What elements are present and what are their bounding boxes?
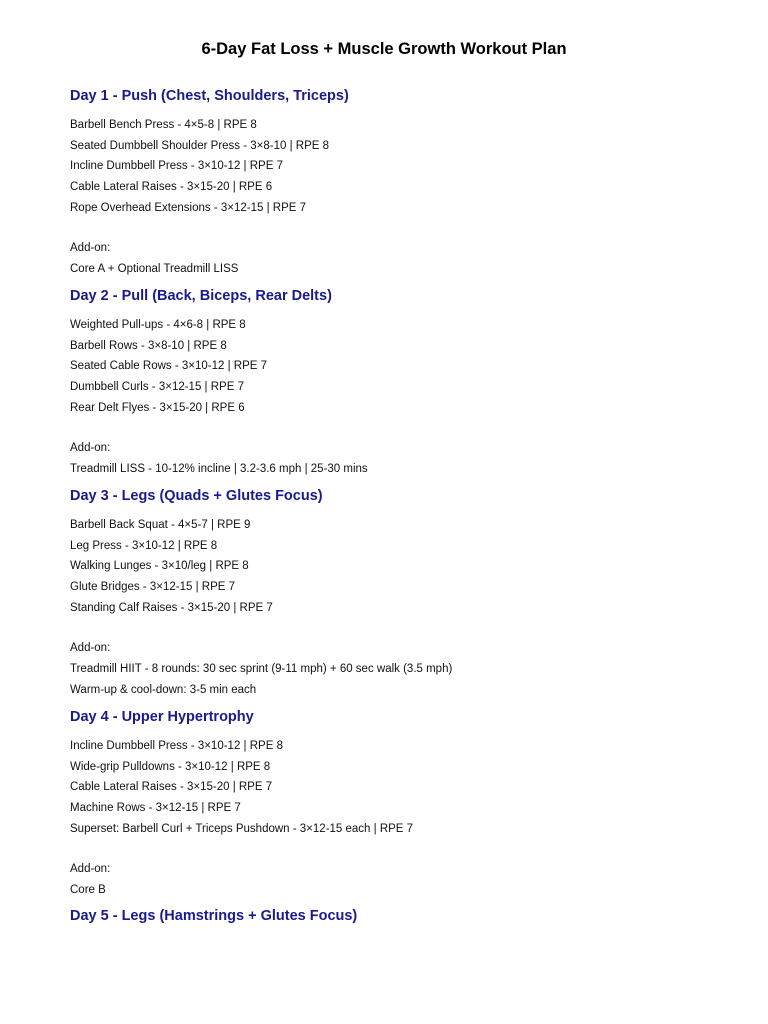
exercise-item: Barbell Bench Press - 4×5-8 | RPE 8 [70,119,257,131]
exercise-item: Wide-grip Pulldowns - 3×10-12 | RPE 8 [70,760,271,773]
day-section-1 [70,87,730,280]
day-section-5 [70,907,730,925]
exercise-item: Leg Press - 3×10-12 | RPE 8 [70,539,218,552]
addon-item: Warm-up & cool-down: 3-5 min each [70,683,257,696]
addon-label: Add-on: [70,863,111,876]
addon-label: Add-on: [70,642,111,655]
exercise-item: Incline Dumbbell Press - 3×10-12 | RPE 8 [70,740,283,752]
exercise-item: Dumbbell Curls - 3×12-15 | RPE 7 [70,381,244,394]
day-section-2 [70,287,730,480]
addon-item: Treadmill HIIT - 8 rounds: 30 sec sprint (9-11 mph) + 60 sec walk (3.5 mph) [70,663,453,676]
exercise-item: Cable Lateral Raises - 3×15-20 | RPE 7 [70,781,273,794]
spacer [70,418,730,438]
exercise-item: Glute Bridges - 3×12-15 | RPE 7 [70,581,236,594]
exercise-list [70,736,730,839]
exercise-list [70,515,730,618]
addon-item: Treadmill LISS - 10-12% incline | 3.2-3.6 mph | 25-30 mins [70,463,368,476]
addon-label: Add-on: [70,442,111,455]
day-heading: Day 4 - Upper Hypertrophy [70,709,254,725]
addon-item: Core A + Optional Treadmill LISS [70,263,239,276]
exercise-item: Seated Dumbbell Shoulder Press - 3×8-10 | RPE 8 [70,139,330,152]
day-heading: Day 2 - Pull (Back, Biceps, Rear Delts) [70,288,332,304]
exercise-item: Rear Delt Flyes - 3×15-20 | RPE 6 [70,401,245,414]
exercise-item: Barbell Rows - 3×8-10 | RPE 8 [70,339,227,352]
spacer [70,618,730,638]
spacer [70,839,730,859]
day-heading: Day 1 - Push (Chest, Shoulders, Triceps) [70,88,349,104]
exercise-item: Barbell Back Squat - 4×5-7 | RPE 9 [70,519,251,531]
spacer [70,218,730,238]
exercise-item: Weighted Pull-ups - 4×6-8 | RPE 8 [70,319,246,331]
addon-item: Core B [70,884,106,897]
exercise-item: Incline Dumbbell Press - 3×10-12 | RPE 7 [70,160,283,173]
day-section-3 [70,487,730,701]
exercise-item: Walking Lunges - 3×10/leg | RPE 8 [70,560,249,573]
exercise-list [70,315,730,418]
addon-label: Add-on: [70,242,111,255]
day-heading: Day 3 - Legs (Quads + Glutes Focus) [70,488,323,504]
day-heading: Day 5 - Legs (Hamstrings + Glutes Focus) [70,908,358,924]
exercise-item: Superset: Barbell Curl + Triceps Pushdown - 3×12-15 each | RPE 7 [70,822,414,835]
exercise-item: Seated Cable Rows - 3×10-12 | RPE 7 [70,360,267,373]
exercise-item: Cable Lateral Raises - 3×15-20 | RPE 6 [70,181,273,194]
exercise-item: Machine Rows - 3×12-15 | RPE 7 [70,802,241,815]
exercise-list [70,115,730,218]
document-title: 6-Day Fat Loss + Muscle Growth Workout Plan [201,40,567,58]
exercise-item: Rope Overhead Extensions - 3×12-15 | RPE 7 [70,201,306,214]
exercise-item: Standing Calf Raises - 3×15-20 | RPE 7 [70,601,273,614]
day-section-4 [70,708,730,901]
